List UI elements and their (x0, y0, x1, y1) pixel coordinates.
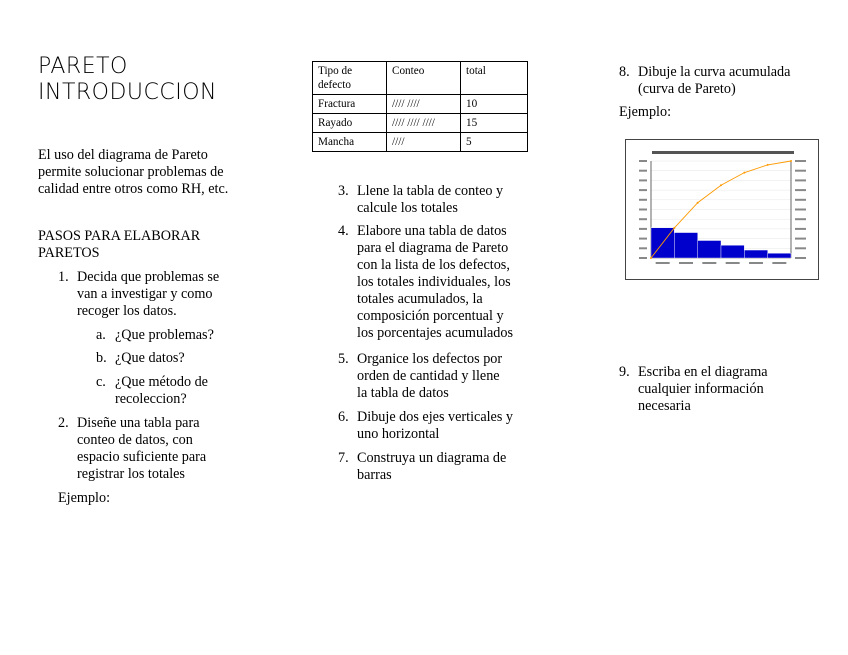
right-tick-label (795, 228, 806, 230)
step-line: recoger los datos. (77, 303, 177, 319)
step-number: 2. (58, 415, 69, 431)
step-number: 3. (338, 183, 349, 199)
bar (698, 241, 721, 258)
step-line: orden de cantidad y llene (357, 368, 500, 384)
table-cell: 10 (461, 95, 528, 114)
table-cell: //// //// //// (387, 114, 461, 133)
cumulative-point (743, 172, 745, 174)
step-text (357, 409, 513, 443)
step-line: Decida que problemas se (77, 269, 220, 285)
right-tick-label (795, 218, 806, 220)
step-line: para el diagrama de Pareto (357, 240, 509, 256)
left-tick-label (639, 218, 647, 220)
intro-paragraph (38, 147, 228, 198)
cumulative-point (697, 202, 699, 204)
right-tick-label (795, 199, 806, 201)
right-tick-label (795, 160, 806, 162)
step-line: Dibuje dos ejes verticales y (357, 409, 514, 425)
substep-letter: b. (96, 350, 107, 366)
left-tick-label (639, 170, 647, 172)
substep-text (115, 374, 208, 408)
table-row (313, 95, 528, 114)
step-line: Escriba en el diagrama (638, 364, 768, 380)
substep-text (115, 327, 214, 344)
right-tick-label (795, 170, 806, 172)
left-tick-label (639, 247, 647, 249)
table-header-cell: Conteo (387, 62, 461, 95)
step-line: van a investigar y como (77, 286, 213, 302)
cumulative-point (673, 227, 675, 229)
step-text (357, 183, 503, 217)
substep-line: ¿Que datos? (115, 350, 185, 366)
page-title (38, 54, 217, 106)
substep-letter: c. (96, 374, 106, 390)
table-row (313, 114, 528, 133)
pareto-chart (625, 139, 819, 280)
right-tick-label (795, 179, 806, 181)
title-line-2: INTRODUCCION (38, 80, 218, 105)
step-text (77, 415, 206, 483)
cumulative-point (767, 164, 769, 166)
step-line: cualquier información (638, 381, 764, 397)
right-tick-label (795, 257, 806, 259)
x-tick-label (749, 262, 763, 264)
step-line: registrar los totales (77, 466, 185, 482)
step-line: (curva de Pareto) (638, 81, 736, 97)
x-tick-label (772, 262, 786, 264)
cumulative-point (790, 160, 792, 162)
steps-heading-line: PARETOS (38, 245, 100, 261)
left-tick-label (639, 228, 647, 230)
step-line: calcule los totales (357, 200, 458, 216)
step-number: 4. (338, 223, 349, 239)
table-cell: Rayado (313, 114, 387, 133)
right-tick-label (795, 247, 806, 249)
table-cell: Mancha (313, 133, 387, 152)
step-text (77, 269, 219, 320)
step-text (357, 351, 502, 402)
table-row (313, 133, 528, 152)
step-line: barras (357, 467, 392, 483)
substep-line: ¿Que problemas? (115, 327, 214, 343)
example-label-2: Ejemplo: (619, 104, 672, 120)
x-tick-label (679, 262, 693, 264)
chart-bars (651, 228, 791, 258)
step-line: Dibuje la curva acumulada (638, 64, 791, 80)
left-tick-label (639, 257, 647, 259)
x-tick-label (656, 262, 670, 264)
bar (768, 253, 791, 258)
step-line: espacio suficiente para (77, 449, 207, 465)
intro-line: El uso del diagrama de Pareto (38, 147, 208, 163)
tally-table (312, 61, 528, 152)
left-tick-label (639, 179, 647, 181)
step-text (638, 364, 768, 415)
bar (721, 245, 744, 258)
step-text (357, 450, 506, 484)
table-header-cell: Tipo de defecto (313, 62, 387, 95)
step-line: conteo de datos, con (77, 432, 193, 448)
substep-line: recoleccion? (115, 391, 187, 407)
cumulative-point (650, 257, 652, 259)
right-tick-label (795, 189, 806, 191)
chart-title-placeholder (652, 151, 794, 154)
table-cell: 15 (461, 114, 528, 133)
substep-line: ¿Que método de (115, 374, 208, 390)
step-line: composición porcentual y (357, 308, 504, 324)
x-tick-label (726, 262, 740, 264)
step-number: 6. (338, 409, 349, 425)
step-line: Elabore una tabla de datos (357, 223, 507, 239)
left-tick-label (639, 160, 647, 162)
step-number: 1. (58, 269, 69, 285)
step-line: los porcentajes acumulados (357, 325, 514, 341)
step-number: 7. (338, 450, 349, 466)
right-tick-label (795, 209, 806, 211)
step-line: Construya un diagrama de (357, 450, 507, 466)
table-cell: 5 (461, 133, 528, 152)
step-line: totales acumulados, la (357, 291, 483, 307)
left-tick-label (639, 199, 647, 201)
table-header-row (313, 62, 528, 95)
step-line: Llene la tabla de conteo y (357, 183, 504, 199)
table-cell: //// //// (387, 95, 461, 114)
table-cell: //// (387, 133, 461, 152)
step-number: 8. (619, 64, 630, 80)
intro-line: calidad entre otros como RH, etc. (38, 181, 229, 197)
step-line: uno horizontal (357, 426, 440, 442)
table-header-cell: total (461, 62, 528, 95)
steps-heading (38, 228, 200, 262)
step-line: necesaria (638, 398, 691, 414)
step-line: Diseñe una tabla para (77, 415, 200, 431)
table-cell: Fractura (313, 95, 387, 114)
pareto-chart-svg (626, 140, 818, 279)
step-text (638, 64, 790, 98)
step-number: 9. (619, 364, 630, 380)
bar (744, 250, 767, 258)
left-tick-label (639, 189, 647, 191)
title-line-1: PARETO (38, 54, 128, 79)
cumulative-point (720, 184, 722, 186)
left-tick-label (639, 238, 647, 240)
step-number: 5. (338, 351, 349, 367)
bar (674, 233, 697, 258)
right-tick-label (795, 238, 806, 240)
step-line: Organice los defectos por (357, 351, 503, 367)
left-tick-label (639, 209, 647, 211)
example-label-1: Ejemplo: (58, 490, 111, 506)
intro-line: permite solucionar problemas de (38, 164, 224, 180)
substep-text (115, 350, 185, 367)
step-text (357, 223, 513, 342)
step-line: con la lista de los defectos, (357, 257, 510, 273)
step-line: la tabla de datos (357, 385, 449, 401)
substep-letter: a. (96, 327, 106, 343)
steps-heading-line: PASOS PARA ELABORAR (38, 228, 201, 244)
x-tick-label (702, 262, 716, 264)
step-line: los totales individuales, los (357, 274, 511, 290)
